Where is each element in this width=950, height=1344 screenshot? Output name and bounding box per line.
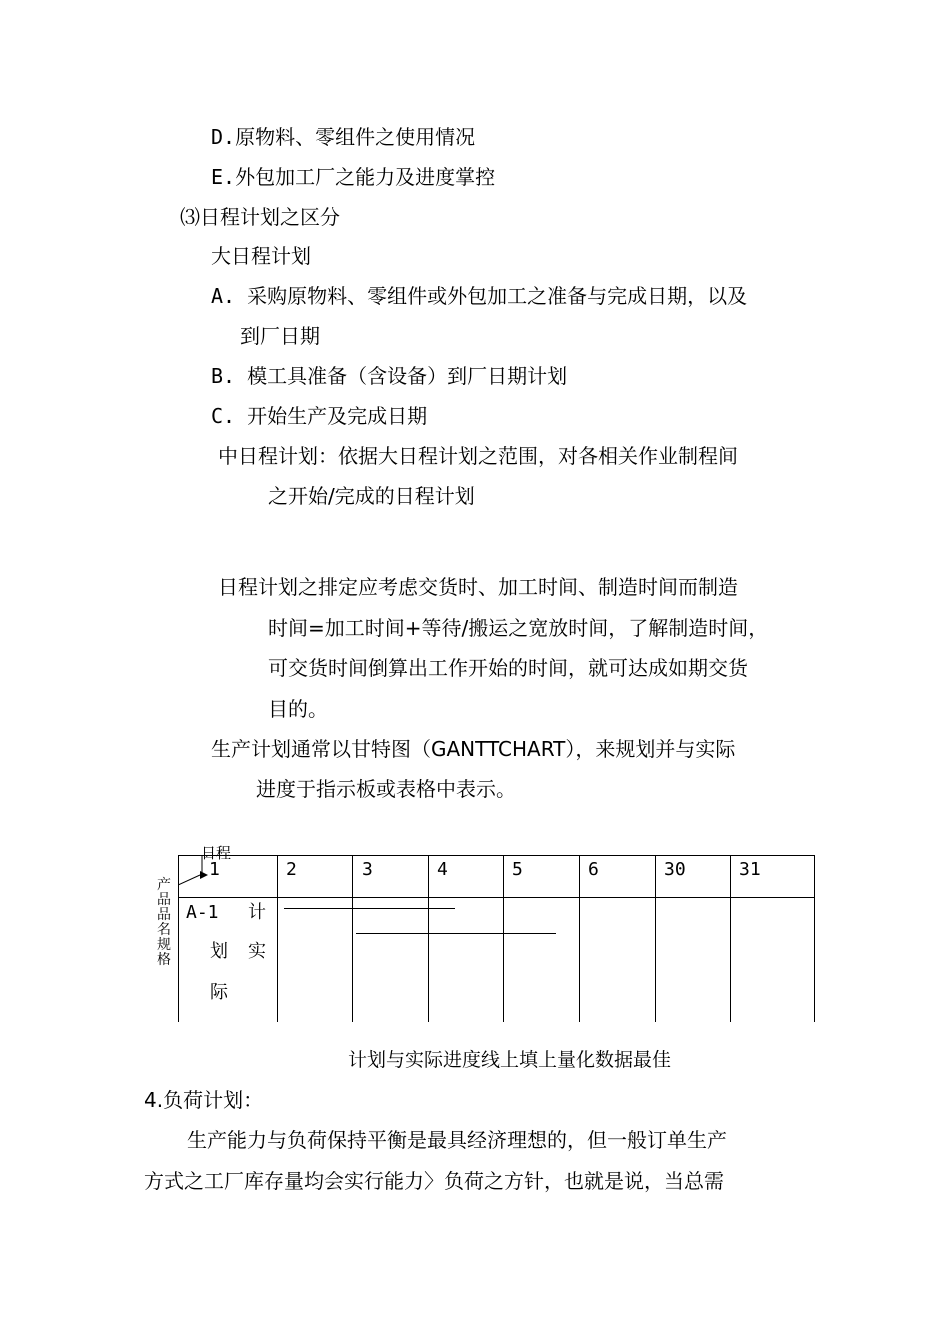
day-header: 4 xyxy=(437,859,448,880)
text-line: 方式之工厂库存量均会实行能力〉负荷之方针，也就是说，当总需 xyxy=(144,1169,724,1193)
section-heading: ⑶日程计划之区分 xyxy=(180,205,340,229)
plan-bar xyxy=(284,908,455,909)
grid-line xyxy=(352,855,353,1022)
day-header: 5 xyxy=(512,859,523,880)
day-header: 6 xyxy=(588,859,599,880)
day-header: 3 xyxy=(362,859,373,880)
grid-line xyxy=(730,855,731,1022)
day-header: 2 xyxy=(286,859,297,880)
row-label: 实 xyxy=(248,941,266,962)
day-header: 1 xyxy=(209,859,220,880)
grid-line xyxy=(428,855,429,1022)
grid-line xyxy=(503,855,504,1022)
row-label: 际 xyxy=(210,982,228,1003)
grid-line xyxy=(814,855,815,1022)
item-label: A-1 xyxy=(186,902,219,923)
grid-line xyxy=(655,855,656,1022)
text-line: 目的。 xyxy=(268,697,328,721)
text-line: 到厂日期 xyxy=(240,324,320,348)
text-line: C. 开始生产及完成日期 xyxy=(211,404,428,428)
section-heading: 4.负荷计划： xyxy=(144,1088,264,1112)
subheading: 大日程计划 xyxy=(211,244,311,268)
gantt-table xyxy=(178,855,815,1022)
text-line: 时间=加工时间+等待/搬运之宽放时间，了解制造时间， xyxy=(268,616,769,640)
day-header: 31 xyxy=(739,859,761,880)
text-line: A. 采购原物料、零组件或外包加工之准备与完成日期，以及 xyxy=(211,284,748,308)
text-line: 生产能力与负荷保持平衡是最具经济理想的，但一般订单生产 xyxy=(187,1128,727,1152)
day-header: 30 xyxy=(664,859,686,880)
row-label: 划 xyxy=(210,941,228,962)
chart-caption: 计划与实际进度线上填上量化数据最佳 xyxy=(348,1049,672,1071)
text-line: 之开始/完成的日程计划 xyxy=(268,484,475,508)
actual-bar xyxy=(356,933,556,934)
text-line: 生产计划通常以甘特图（GANTTCHART），来规划并与实际 xyxy=(211,737,736,761)
text-line: 中日程计划：依据大日程计划之范围，对各相关作业制程间 xyxy=(218,444,738,468)
text-line: D.原物料、零组件之使用情况 xyxy=(211,125,476,149)
schedule-header: 日程 xyxy=(201,844,232,862)
text-line: 可交货时间倒算出工作开始的时间，就可达成如期交货 xyxy=(268,656,748,680)
row-label: 计 xyxy=(248,902,266,923)
product-header: 产品品名规格 xyxy=(157,877,171,968)
text-line: B. 模工具准备（含设备）到厂日期计划 xyxy=(211,364,568,388)
grid-line xyxy=(579,855,580,1022)
text-line: E.外包加工厂之能力及进度掌控 xyxy=(211,165,496,189)
text-line: 日程计划之排定应考虑交货时、加工时间、制造时间而制造 xyxy=(218,575,738,599)
grid-line xyxy=(178,897,815,898)
text-line: 进度于指示板或表格中表示。 xyxy=(256,777,516,801)
